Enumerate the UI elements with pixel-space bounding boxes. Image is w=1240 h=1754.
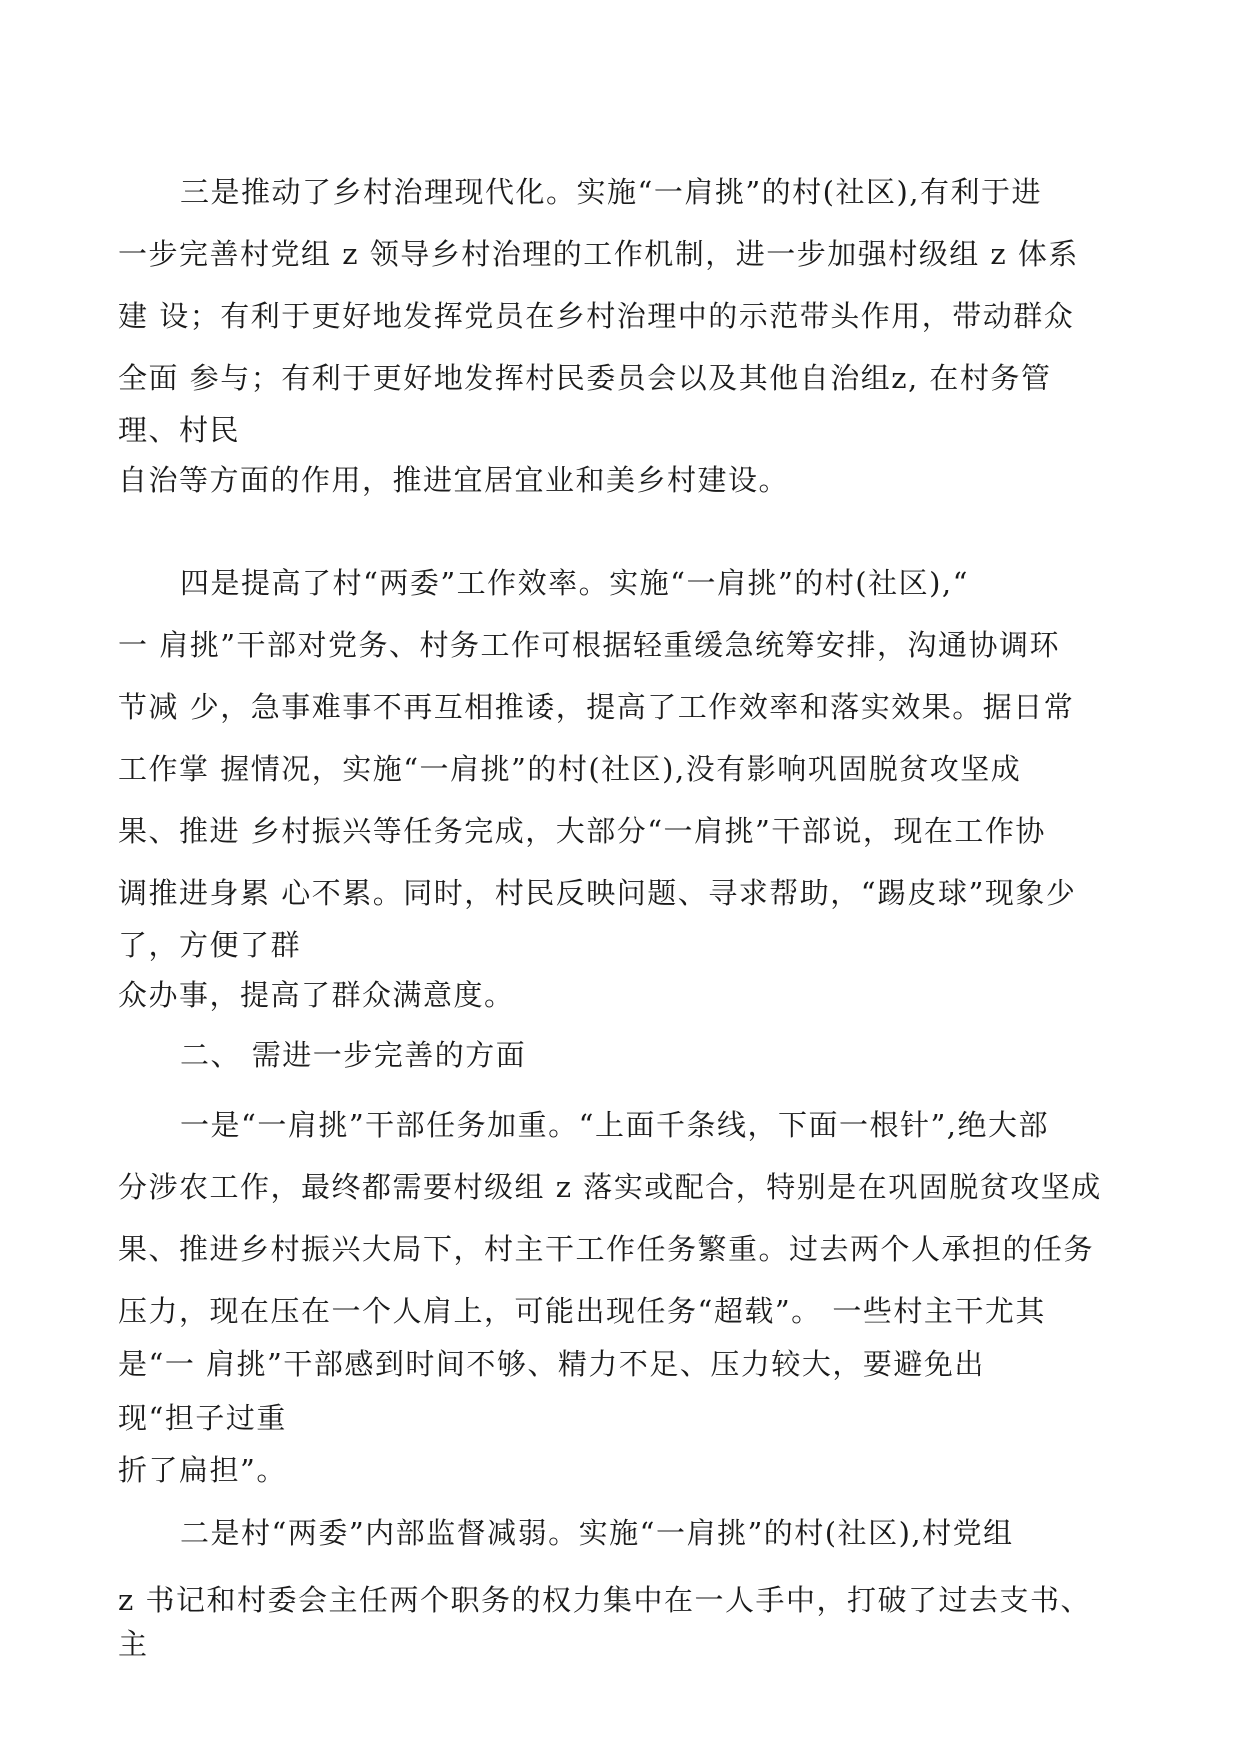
text-line: 压力，现在压在一个人肩上，可能出现任务“超载”。 一些村主干尤其 <box>118 1294 1046 1328</box>
text-line: 一步完善村党组 z 领导乡村治理的工作机制，进一步加强村级组 z 体系 <box>118 237 1079 271</box>
text-line: 众办事，提高了群众满意度。 <box>118 978 515 1012</box>
text-line: 折了扁担”。 <box>118 1453 287 1487</box>
text-line: 主 <box>118 1627 149 1661</box>
text-line: 自治等方面的作用，推进宜居宜业和美乡村建设。 <box>118 463 790 497</box>
text-line: 一是“一肩挑”干部任务加重。“上面千条线，下面一根针”,绝大部 <box>180 1108 1050 1142</box>
text-line: z 书记和村委会主任两个职务的权力集中在一人手中，打破了过去支书、 <box>118 1583 1091 1617</box>
text-line: 三是推动了乡村治理现代化。实施“一肩挑”的村(社区),有利于进 <box>180 175 1042 209</box>
text-line: 四是提高了村“两委”工作效率。实施“一肩挑”的村(社区),“ <box>180 566 969 600</box>
section-heading: 二、 需进一步完善的方面 <box>180 1038 527 1072</box>
text-line: 果、推进乡村振兴大局下，村主干工作任务繁重。过去两个人承担的任务 <box>118 1232 1095 1266</box>
text-line: 节减 少，急事难事不再互相推诿，提高了工作效率和落实效果。据日常 <box>118 690 1075 724</box>
text-line: 了，方便了群 <box>118 928 302 962</box>
text-line: 果、推进 乡村振兴等任务完成，大部分“一肩挑”干部说，现在工作协 <box>118 814 1046 848</box>
text-line: 调推进身累 心不累。同时，村民反映问题、寻求帮助，“踢皮球”现象少 <box>118 876 1077 910</box>
text-line: 分涉农工作，最终都需要村级组 z 落实或配合，特别是在巩固脱贫攻坚成 <box>118 1170 1102 1204</box>
text-line: 是“一 肩挑”干部感到时间不够、精力不足、压力较大，要避免出 <box>118 1347 985 1381</box>
text-line: 工作掌 握情况，实施“一肩挑”的村(社区),没有影响巩固脱贫攻坚成 <box>118 752 1022 786</box>
text-line: 建 设；有利于更好地发挥党员在乡村治理中的示范带头作用，带动群众 <box>118 299 1075 333</box>
text-line: 一 肩挑”干部对党务、村务工作可根据轻重缓急统筹安排，沟通协调环 <box>118 628 1061 662</box>
text-line: 现“担子过重 <box>118 1401 287 1435</box>
text-line: 全面 参与；有利于更好地发挥村民委员会以及其他自治组z, 在村务管 <box>118 361 1052 395</box>
text-line: 二是村“两委”内部监督减弱。实施“一肩挑”的村(社区),村党组 <box>180 1516 1014 1550</box>
text-line: 理、村民 <box>118 413 241 447</box>
